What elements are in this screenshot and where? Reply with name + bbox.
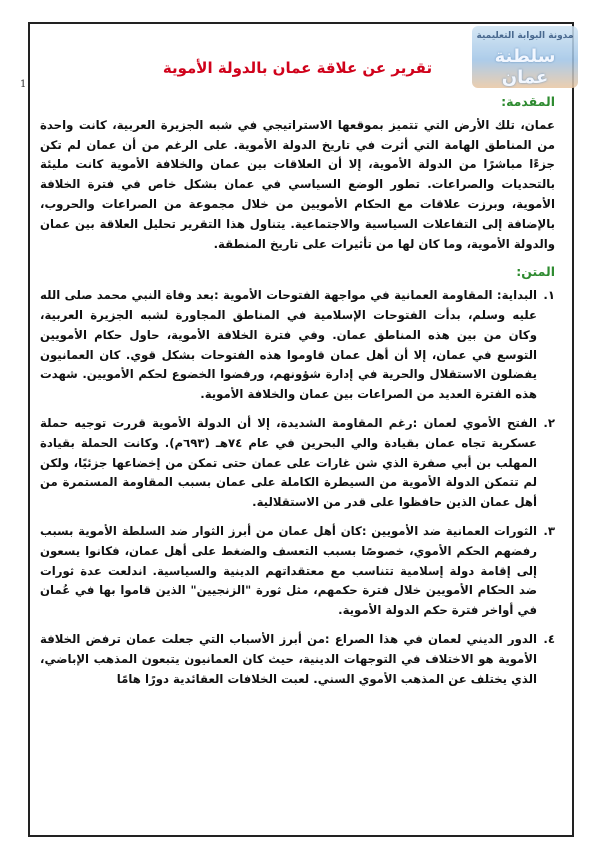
intro-paragraph: عمان، تلك الأرض التي تتميز بموقعها الاستراتيجي في شبه الجزيرة العربية، كانت واحدة من المناطق الهامة التي أثرت في تاريخ الدولة الأموية. على الرغم من أن عمان لم تكن جزءًا مباشرًا من الدولة الأموية، إلا أن العلاقات بين عمان والخلافة الأموية كانت مليئة بالتحديات والصراعات. تطور الوضع السياسي في عمان بشكل خاص في فترة الخلافة الأموية، وبرزت علاقات مع الحكام الأمويين من خلال مجموعة من الصراعات والحروب، بالإضافة إلى التفاعلات السياسية والاجتماعية. يتناول هذا التقرير تحليل العلاقة بين عمان والدولة الأموية، وما كان لها من تأثيرات على تاريخ المنطقة. <box>40 117 555 251</box>
watermark-logo <box>472 26 578 88</box>
body-point-1: البداية: المقاومة العمانية في مواجهة الفتوحات الأموية :بعد وفاة النبي محمد صلى الله عليه وسلم، بدأت الفتوحات الإسلامية في المناطق المجاورة لشبه الجزيرة العربية، وكان من بين هذه المناطق عمان. وفي فترة الخلافة الأموية، حاول حكام الأمويين التوسع في عمان، إلا أن أهل عمان قاوموا هذه الفتوحات بشكل قوي. كان العمانيون يفضلون الاستقلال والحرية في إدارة شؤونهم، ورفضوا الخضوع لحكم الأمويين. شهدت هذه الفترة العديد من الصراعات بين عمان والخلافة الأموية. <box>40 288 537 402</box>
body-point-2: الفتح الأموي لعمان :رغم المقاومة الشديدة، إلا أن الدولة الأموية قررت توجيه حملة عسكرية تجاه عمان بقيادة والي البحرين في عام ٧٤هـ (٦٩٣م). وكانت الحملة بقيادة المهلب بن أبي صفرة الذي شن غارات على عمان حتى تمكن من إخضاعها جزئيًا، ولكن لم تتمكن الدولة الأموية من السيطرة الكاملة على عمان بسبب المقاومة المستمرة من أهل عمان الذين حافظوا على قدر من الاستقلالية. <box>40 415 537 510</box>
intro-heading: المقدمة: <box>501 94 555 109</box>
report-title: تقرير عن علاقة عمان بالدولة الأموية <box>162 59 433 77</box>
watermark-line2: سلطنة عمان <box>494 46 556 88</box>
page-number: 1 <box>20 79 27 90</box>
body-points-list <box>40 286 555 689</box>
body-point-3: الثورات العمانية ضد الأمويين :كان أهل عمان من أبرز الثوار ضد السلطة الأموية بسبب رفضهم الحكم الأموي، خصوصًا بسبب التعسف والضغط على أهل عمان، فكانوا يسعون إلى إقامة دولة إسلامية تتناسب مع معتقداتهم الدينية والسياسية. اندلعت عدة ثورات ضد الحكام الأمويين خلال فترة حكمهم، مثل ثورة "الزنجيين" الذين قاموا بها في عُمان في أواخر فترة حكم الدولة الأموية. <box>40 523 537 618</box>
body-point-4: الدور الديني لعمان في هذا الصراع :من أبرز الأسباب التي جعلت عمان ترفض الخلافة الأموية هو الاختلاف في التوجهات الدينية، حيث كان العمانيون يتبعون المذهب الإباضي، الذي يختلف عن المذهب الأموي السني. لعبت الخلافات العقائدية دورًا هامًا <box>40 631 537 686</box>
report-content <box>40 92 555 698</box>
body-heading: المتن: <box>516 264 555 280</box>
watermark-line1: مدونة البوابة التعليمية <box>476 31 574 41</box>
